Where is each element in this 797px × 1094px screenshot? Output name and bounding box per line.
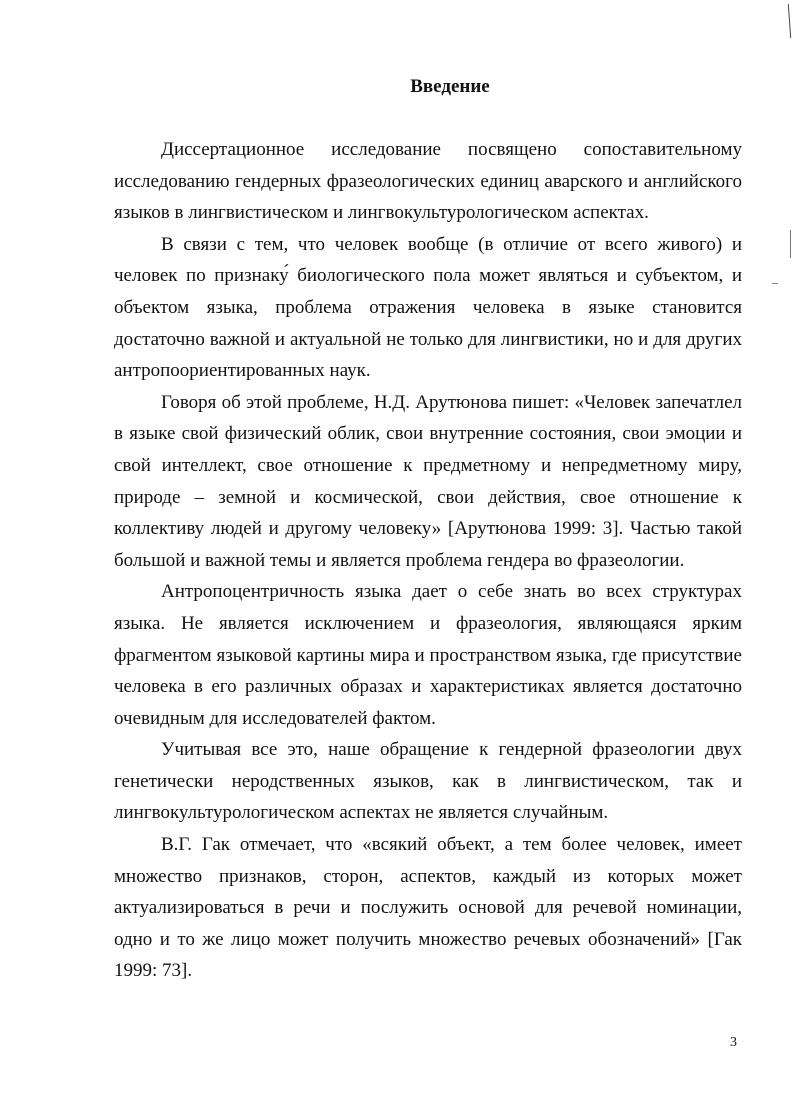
document-body <box>114 134 742 987</box>
page-number: 3 <box>730 1035 737 1050</box>
scan-artifact-line <box>790 230 791 258</box>
page-title: Введение <box>410 76 490 97</box>
paragraph: Антропоцентричность языка дает о себе знать во всех структурах языка. Не является исключением и фразеология, являющаяся ярким фрагментом языковой картины мира и пространством языка, где присутствие человека в его различных образах и характеристиках является достаточно очевидным для исследователей фактом. <box>114 581 742 729</box>
paragraph: Диссертационное исследование посвящено сопоставительному исследованию гендерных фразеологических единиц аварского и английского языков в лингвистическом и лингвокультурологическом аспектах. <box>114 139 742 224</box>
paragraph: В.Г. Гак отмечает, что «всякий объект, а тем более человек, имеет множество признаков, сторон, аспектов, каждый из которых может актуализироваться в речи и послужить основой для речевой номинации, одно и то же лицо может получить множество речевых обозначений» [Гак 1999: 73]. <box>114 834 742 982</box>
scan-artifact-dot <box>772 283 778 284</box>
paragraph: В связи с тем, что человек вообще (в отличие от всего живого) и человек по признаку́ биологического пола может являться и субъектом, и объектом языка, проблема отражения человека в языке становится достаточно важной и актуальной не только для лингвистики, но и для других антропоориентированных наук. <box>114 233 742 382</box>
paragraph: Учитывая все это, наше обращение к гендерной фразеологии двух генетически неродственных языков, как в лингвистическом, так и лингвокультурологическом аспектах не является случайным. <box>114 739 742 824</box>
scan-artifact-line <box>788 4 792 38</box>
paragraph: Говоря об этой проблеме, Н.Д. Арутюнова пишет: «Человек запечатлел в языке свой физический облик, свои внутренние состояния, свои эмоции и свой интеллект, свое отношение к предметному и непредметному миру, природе – земной и космической, свои действия, свое отношение к коллективу людей и другому человеку» [Арутюнова 1999: 3]. Частью такой большой и важной темы и является проблема гендера во фразеологии. <box>114 391 742 571</box>
